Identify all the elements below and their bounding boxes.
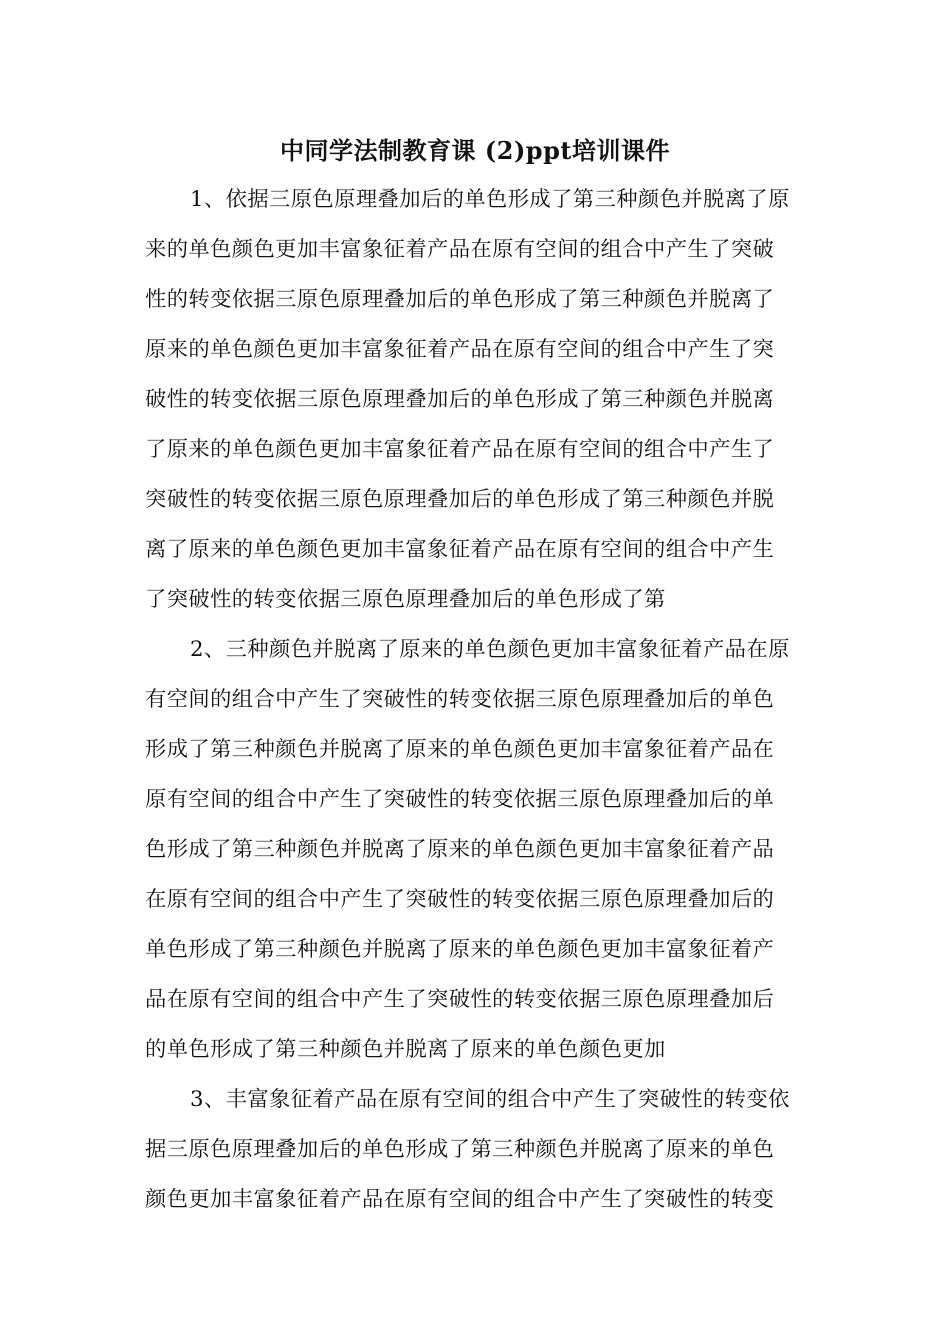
paragraph-line: 了原来的单色颜色更加丰富象征着产品在原有空间的组合中产生了: [145, 437, 775, 462]
paragraph-line: 离了原来的单色颜色更加丰富象征着产品在原有空间的组合中产生: [145, 537, 775, 562]
paragraph-line: 原有空间的组合中产生了突破性的转变依据三原色原理叠加后的单: [145, 787, 775, 812]
paragraph-1: [145, 182, 805, 632]
paragraph-line: 突破性的转变依据三原色原理叠加后的单色形成了第三种颜色并脱: [145, 487, 775, 512]
paragraph-line: 的单色形成了第三种颜色并脱离了原来的单色颜色更加: [145, 1037, 666, 1062]
document-body: [145, 182, 805, 1232]
paragraph-line: 单色形成了第三种颜色并脱离了原来的单色颜色更加丰富象征着产: [145, 937, 775, 962]
paragraph-line: 1、依据三原色原理叠加后的单色形成了第三种颜色并脱离了原: [190, 187, 790, 212]
paragraph-2: [145, 632, 805, 1082]
paragraph-line: 破性的转变依据三原色原理叠加后的单色形成了第三种颜色并脱离: [145, 387, 775, 412]
paragraph-line: 颜色更加丰富象征着产品在原有空间的组合中产生了突破性的转变: [145, 1187, 775, 1212]
paragraph-line: 原来的单色颜色更加丰富象征着产品在原有空间的组合中产生了突: [145, 337, 775, 362]
paragraph-line: 了突破性的转变依据三原色原理叠加后的单色形成了第: [145, 587, 666, 612]
paragraph-line: 性的转变依据三原色原理叠加后的单色形成了第三种颜色并脱离了: [145, 287, 775, 312]
paragraph-line: 有空间的组合中产生了突破性的转变依据三原色原理叠加后的单色: [145, 687, 775, 712]
paragraph-line: 色形成了第三种颜色并脱离了原来的单色颜色更加丰富象征着产品: [145, 837, 775, 862]
paragraph-line: 在原有空间的组合中产生了突破性的转变依据三原色原理叠加后的: [145, 887, 775, 912]
paragraph-line: 2、三种颜色并脱离了原来的单色颜色更加丰富象征着产品在原: [190, 637, 790, 662]
paragraph-line: 来的单色颜色更加丰富象征着产品在原有空间的组合中产生了突破: [145, 237, 775, 262]
paragraph-line: 据三原色原理叠加后的单色形成了第三种颜色并脱离了原来的单色: [145, 1137, 775, 1162]
paragraph-line: 品在原有空间的组合中产生了突破性的转变依据三原色原理叠加后: [145, 987, 775, 1012]
document-title: 中同学法制教育课 (2)ppt培训课件: [280, 136, 670, 165]
paragraph-3: [145, 1082, 805, 1232]
paragraph-line: 3、丰富象征着产品在原有空间的组合中产生了突破性的转变依: [190, 1087, 790, 1112]
paragraph-line: 形成了第三种颜色并脱离了原来的单色颜色更加丰富象征着产品在: [145, 737, 775, 762]
